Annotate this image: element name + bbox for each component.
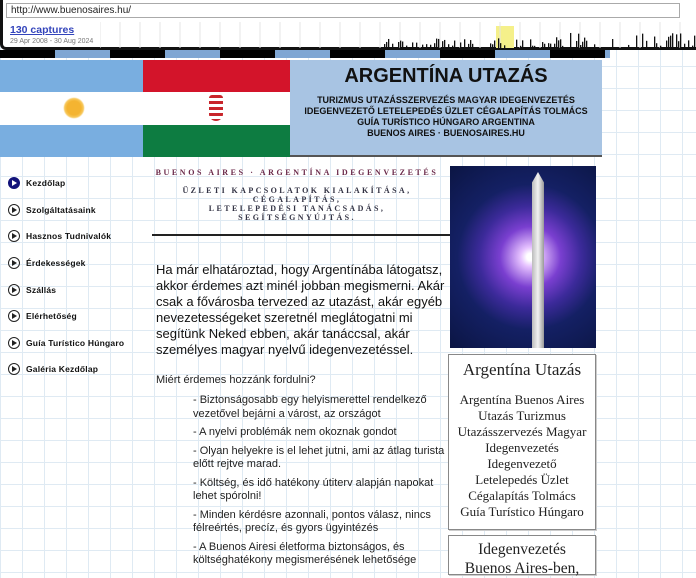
capture-bar [668,37,669,48]
play-circle-icon [8,177,20,189]
tagline: BUENOS AIRES · ARGENTÍNA IDEGENVEZETÉS [155,168,439,177]
box-title: Argentína Utazás [462,360,582,379]
capture-bar [470,40,471,48]
capture-bar [684,44,685,48]
capture-bar [666,41,667,48]
capture-bar [434,43,435,48]
capture-bar [460,42,461,48]
fireworks-obelisk-image [450,166,596,348]
nav-label: Szállás [26,284,57,295]
play-circle-icon [8,257,20,269]
services-heading [152,186,442,222]
reason-item: - Minden kérdésre azonnali, pontos válasz, nincs félreértés, precíz, és gyors ügyintézés [193,508,431,534]
capture-bar [494,41,495,48]
capture-bar [558,40,559,48]
capture-bar [452,46,453,48]
play-circle-icon [8,204,20,216]
nav-item-guia-turistico[interactable] [8,330,124,357]
capture-bar [490,43,491,48]
capture-bar [468,44,469,48]
keyword: Argentína Buenos Aires [459,392,585,407]
capture-bar [400,41,401,48]
capture-bar [464,39,465,48]
decorative-strip [0,50,610,58]
capture-bar [612,39,613,48]
capture-bar [678,41,679,48]
nav-item-erdekessegek[interactable] [8,250,124,277]
capture-bar [646,41,647,48]
capture-bar [670,36,671,48]
capture-bar [680,33,681,48]
capture-bar [562,46,563,48]
keyword: Letelepedés Üzlet [475,472,569,487]
guide-box [448,535,596,575]
reason-item: - Költség, és idő hatékony útiterv alapján napokat lehet spórolni! [193,476,434,502]
keyword: Guía Turístico Húngaro [460,504,584,519]
site-header [290,60,602,157]
play-circle-icon [8,337,20,349]
nav-label: Guía Turístico Húngaro [26,337,125,348]
capture-bar [586,41,587,48]
play-circle-icon [8,230,20,242]
capture-bar [500,43,501,48]
keyword: Utazásszervezés Magyar [457,424,587,439]
header-line: TURIZMUS UTAZÁSSZERVEZÉS MAGYAR IDEGENVEZETÉS [317,95,575,105]
box-lines [449,392,595,520]
capture-bar [422,45,423,48]
keyword: Idegenvezetés [485,440,559,455]
capture-bar [388,39,389,48]
reason-item: - A nyelvi problémák nem okoznak gondot [193,426,397,438]
capture-bar [498,38,499,48]
capture-bar [438,39,439,48]
capture-bar [554,44,555,48]
intro-paragraph: Ha már elhatároztad, hogy Argentínába látogatsz, akkor érdemes azt minél jobban megismerni. Akár csak a fővárosba tervezed az utazást, akár egyéb nevezetességeket szeretnél meglátogatni mi segítünk Neked ebben, akár tanáccsal, akár személyes magyar nyelvű idegenvezetéssel. [156,262,445,357]
capture-bar [692,46,693,48]
reason-item: - Olyan helyekre is el lehet jutni, ami az átlag turista előtt rejtve marad. [193,444,445,470]
capture-bar [516,40,517,48]
capture-bar [654,37,655,48]
capture-bar [582,42,583,48]
service-line: LETELEPEDÉSI TANÁCSADÁS, [208,204,386,213]
play-circle-icon [8,363,20,375]
site-title: ARGENTÍNA UTAZÁS [344,65,548,87]
play-circle-icon [8,310,20,322]
nav-item-szolgaltatasaink[interactable] [8,197,124,224]
capture-bar [454,41,455,48]
capture-sparkline[interactable] [100,22,696,48]
capture-bar [444,40,445,48]
nav-label: Elérhetőség [26,311,77,322]
capture-bar [384,44,385,48]
header-line: BUENOS AIRES · BUENOSAIRES.HU [367,128,525,138]
reason-item: - A Buenos Airesi életforma biztonságos, és költséghatékony megismerésének lehetősége [193,540,417,566]
capture-bar [416,43,417,48]
capture-bar [628,45,629,48]
keyword: Utazás Turizmus [478,408,566,423]
capture-bar [556,37,557,48]
reason-item: - Biztonságosabb egy helyismerettel rendelkező vezetővel bejárni a várost, az országot [193,394,427,420]
header-line: GUÍA TURÍSTICO HÚNGARO ARGENTINA [357,117,535,127]
capture-bar [522,40,523,48]
capture-bar [672,33,673,48]
nav-label: Kezdőlap [26,178,66,189]
capture-bar [448,44,449,48]
capture-bar [472,44,473,48]
nav-item-elerhetoseg[interactable] [8,303,124,330]
capture-bar [636,35,637,48]
capture-bar [578,34,579,48]
capture-bar [504,45,505,48]
sun-of-may-icon [63,97,85,119]
nav-item-szallas[interactable] [8,276,124,303]
capture-bar [560,39,561,48]
capture-bar [402,42,403,48]
capture-bar [544,44,545,48]
nav-item-hasznos-tudnivalok[interactable] [8,223,124,250]
why-heading: Miért érdemes hozzánk fordulni? [156,374,316,386]
capture-bar [550,44,551,48]
hungarian-coat-of-arms-icon [209,95,223,121]
capture-bar [576,41,577,48]
keyword: Cégalapítás Tolmács [468,488,576,503]
capture-bar [688,40,689,48]
capture-bar [530,39,531,48]
sidebar-nav [8,170,124,383]
capture-bar [656,43,657,48]
capture-bar [694,36,695,48]
nav-label: Hasznos Tudnivalók [26,231,112,242]
capture-bar [570,33,571,48]
captures-link[interactable]: 130 captures [10,24,75,36]
capture-bar [386,42,387,48]
nav-label: Érdekességek [26,258,86,269]
header-line: IDEGENVEZETŐ LETELEPEDÉS ÜZLET CÉGALAPÍTÁS TOLMÁCS [304,106,588,116]
url-input[interactable]: http://www.buenosaires.hu/ [6,3,680,18]
capture-bar [548,43,549,48]
capture-bar [532,46,533,48]
capture-bar [436,39,437,48]
keyword: Idegenvezető [487,456,557,471]
capture-bar [594,44,595,48]
capture-bar [412,42,413,48]
reasons-list [193,394,448,573]
service-line: ÜZLETI KAPCSOLATOK KIALAKÍTÁSA, [182,186,412,195]
capture-bar [426,44,427,48]
keywords-box [448,354,596,530]
capture-bar [520,46,521,48]
capture-bar [392,44,393,48]
capture-bar [660,46,661,48]
capture-bar [398,42,399,48]
nav-label: Galéria Kezdőlap [26,364,99,375]
nav-item-kezdolap[interactable] [8,170,124,197]
box-line: Buenos Aires-ben, [464,560,580,577]
capture-bar [406,46,407,48]
play-circle-icon [8,284,20,296]
capture-bar [430,45,431,48]
service-line: SEGÍTSÉGNYÚJTÁS. [238,213,356,222]
capture-bar [584,38,585,48]
box-line: Idegenvezetés [478,541,566,558]
nav-item-galeria[interactable] [8,356,124,383]
nav-label: Szolgáltatásaink [26,204,96,215]
capture-bar [676,34,677,48]
capture-bar [534,46,535,48]
obelisk-shape [532,172,544,348]
capture-bar [442,41,443,48]
capture-bar [580,45,581,48]
capture-bar [642,34,643,48]
capture-date-range: 29 Apr 2008 - 30 Aug 2024 [10,38,94,45]
capture-bar [542,42,543,48]
service-line: CÉGALAPÍTÁS, [252,195,342,204]
capture-bar [492,44,493,48]
